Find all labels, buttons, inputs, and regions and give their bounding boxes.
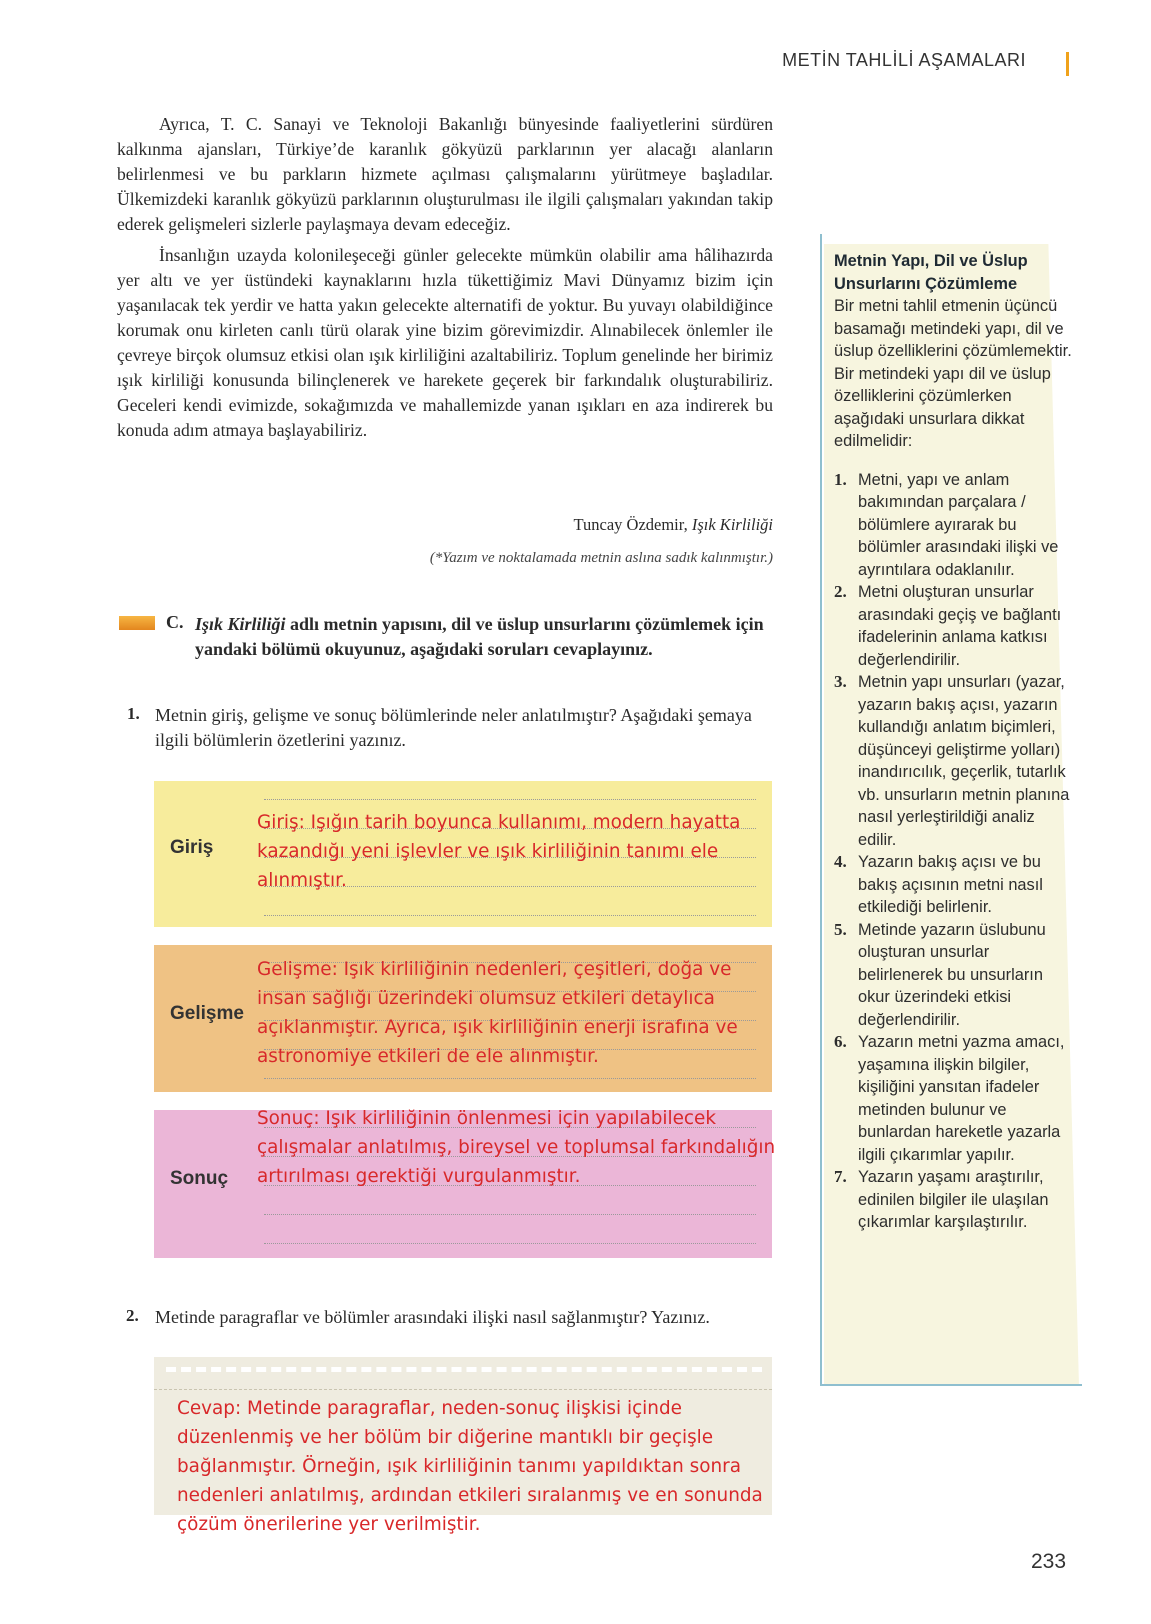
attribution: [574, 515, 773, 535]
dashed-border: [166, 1367, 762, 1372]
dotted-line: [264, 915, 756, 916]
step-text: Metnin yapı unsurları (yazar, yazarın bakış açısı, yazarın kullandığı anlatım biçimleri, düşünceyi geliştirme yolları) inandırıcılık, geçerlik, tutarlık vb. unsurların metnin planına nasıl yerleştirildiği analiz edilir.: [858, 673, 1070, 849]
step-number: 3.: [834, 672, 847, 691]
sidebar-step: [834, 1166, 1074, 1234]
dotted-line: [264, 1078, 756, 1079]
sidebar-step: [834, 671, 1074, 851]
sidebar-steps: [834, 469, 1074, 1234]
source-note: (*Yazım ve noktalamada metnin aslına sadık kalınmıştır.): [429, 550, 773, 566]
sonuc-answer[interactable]: Sonuç: Işık kirliliğinin önlenmesi için yapılabilecek çalışmalar anlatılmış, bireysel ve toplumsal farkındalığın artırılması gerektiği vurgulanmıştır.: [257, 1108, 776, 1187]
answer-line: [154, 1389, 772, 1390]
sidebar-step: [834, 919, 1074, 1032]
sidebar-content: [834, 250, 1074, 1234]
running-header: METİN TAHLİLİ AŞAMALARI: [782, 50, 1026, 70]
giris-answer[interactable]: Giriş: Işığın tarih boyunca kullanımı, modern hayatta kazandığı yeni işlevler ve ışık kirliliğinin tanımı ele alınmıştır.: [257, 812, 741, 891]
sidebar-intro: Bir metni tahlil etmenin üçüncü basamağı metindeki yapı, dil ve üslup özelliklerini çözümlemektir. Bir metindeki yapı dil ve üslup özelliklerini çözümlerken aşağıdaki unsurlara dikkat edilmelidir:: [834, 297, 1072, 450]
step-text: Yazarın yaşamı araştırılır, edinilen bilgiler ile ulaşılan çıkarımlar karşılaştırılır.: [858, 1168, 1049, 1231]
section-letter: C.: [166, 612, 184, 632]
section-marker: [119, 616, 155, 630]
step-number: 6.: [834, 1032, 847, 1051]
main-text: [117, 112, 773, 449]
step-number: 4.: [834, 852, 847, 871]
step-text: Metni, yapı ve anlam bakımından parçalara / bölümlere ayırarak bu bölümler arasındaki ilişki ve ayrıntılara odaklanılır.: [858, 470, 1059, 579]
section-question-text: adlı metnin yapısını, dil ve üslup unsurlarını çözümlemek için yandaki bölümü okuyunuz, aşağıdaki soruları cevaplayınız.: [195, 614, 764, 659]
author-name: Tuncay Özdemir,: [573, 515, 688, 534]
paragraph-1: Ayrıca, T. C. Sanayi ve Teknoloji Bakanlığı bünyesinde faaliyetlerini sürdüren kalkınma ajansları, Türkiye’de karanlık gökyüzü parklarının yer alacağı alanların belirlenmesi ve bu parkların hizmete açılması çalışmalarını yürütmeye başladılar. Ülkemizdeki karanlık gökyüzü parklarının oluşturulması ile ilgili çalışmaları yakından takip ederek gelişmeleri sizlerle paylaşmaya devam edeceğiz.: [117, 114, 773, 234]
step-text: Metinde yazarın üslubunu oluşturan unsurlar belirlenerek bu unsurların okur üzerindeki etkisi değerlendirilir.: [858, 920, 1046, 1029]
gelisme-answer[interactable]: Gelişme: Işık kirliliğinin nedenleri, çeşitleri, doğa ve insan sağlığı üzerindeki olumsuz etkileri detaylıca açıklanmıştır. Ayrıca, ışık kirliliğinin enerji israfına ve astronomiye etkileri de ele alınmıştır.: [257, 959, 738, 1067]
sonuc-label: Sonuç: [170, 1168, 229, 1189]
question-1-number: 1.: [127, 704, 140, 723]
dotted-line: [264, 1214, 756, 1215]
question-2-number: 2.: [126, 1306, 139, 1325]
page-number: 233: [1031, 1550, 1067, 1573]
sidebar-step: [834, 851, 1074, 919]
step-number: 5.: [834, 919, 847, 939]
sonuc-box: [154, 1108, 776, 1258]
sidebar-title: Metnin Yapı, Dil ve Üslup Unsurlarını Çözümleme: [834, 252, 1028, 293]
gelisme-box: [154, 945, 772, 1092]
dotted-line: [264, 1243, 756, 1244]
question-1-text: Metnin giriş, gelişme ve sonuç bölümlerinde neler anlatılmıştır? Aşağıdaki şemaya ilgili bölümlerin özetlerini yazınız.: [155, 705, 752, 750]
giris-label: Giriş: [170, 837, 214, 858]
section-question: [195, 612, 775, 662]
paragraph-2: İnsanlığın uzayda kolonileşeceği günler gelecekte mümkün olabilir ama hâlihazırda yer altı ve yer üstündeki kaynaklarını hızla tükettiğimiz Mavi Dünyamız bizim için yaşanılacak tek yerdir ve hatta yakın gelecekte alternatifi de yoktur. Bu yuvayı olabildiğince korumak onu kirleten canlı türü olarak yine bizim görevimizdir. Alınabilecek önlemler ile çevreye birçok olumsuz etkisi olan ışık kirliliğini azaltabiliriz. Toplum genelinde her birimiz ışık kirliliği konusunda bilinçlenerek ve harekete geçerek bir farkındalık oluşturabiliriz. Geceleri kendi evimizde, sokağımızda ve mahallemizde yanan ışıkları en aza indirerek bu konuda adım atmaya başlayabiliriz.: [117, 245, 773, 440]
question-2-text: Metinde paragraflar ve bölümler arasındaki ilişki nasıl sağlanmıştır? Yazınız.: [155, 1307, 710, 1327]
giris-box: [154, 781, 772, 927]
step-number: 7.: [834, 1167, 847, 1186]
question-2-answer[interactable]: Cevap: Metinde paragraflar, neden-sonuç ilişkisi içinde düzenlenmiş ve her bölüm bir diğerine mantıklı bir geçişle bağlanmıştır. Örneğin, ışık kirliliğinin tanımı yapıldıktan sonra nedenleri anlatılmış, ardından etkileri sıralanmış ve en sonunda çözüm önerilerine yer verilmiştir.: [177, 1398, 763, 1535]
sidebar-step: [834, 469, 1074, 582]
step-text: Metni oluşturan unsurlar arasındaki geçiş ve bağlantı ifadelerinin anlama katkısı değerlendirilir.: [858, 583, 1062, 669]
step-text: Yazarın metni yazma amacı, yaşamına ilişkin bilgiler, kişiliğini yansıtan ifadeler metinden bulunur ve bunlardan hareketle yazarla ilgili çıkarımlar yapılır.: [858, 1033, 1065, 1164]
step-number: 2.: [834, 582, 847, 601]
header-accent-bar: [1066, 52, 1069, 76]
sidebar-step: [834, 1031, 1074, 1166]
step-number: 1.: [834, 469, 847, 489]
sidebar-border: [820, 234, 822, 1384]
step-text: Yazarın bakış açısı ve bu bakış açısının metni nasıl etkilediği belirlenir.: [858, 853, 1043, 916]
work-title: Işık Kirliliği: [691, 515, 773, 534]
sidebar-step: [834, 581, 1074, 671]
gelisme-label: Gelişme: [170, 1003, 244, 1024]
section-title-italic: Işık Kirliliği: [195, 614, 286, 634]
sidebar-bottom-border: [820, 1384, 1082, 1386]
dotted-line: [264, 799, 756, 800]
